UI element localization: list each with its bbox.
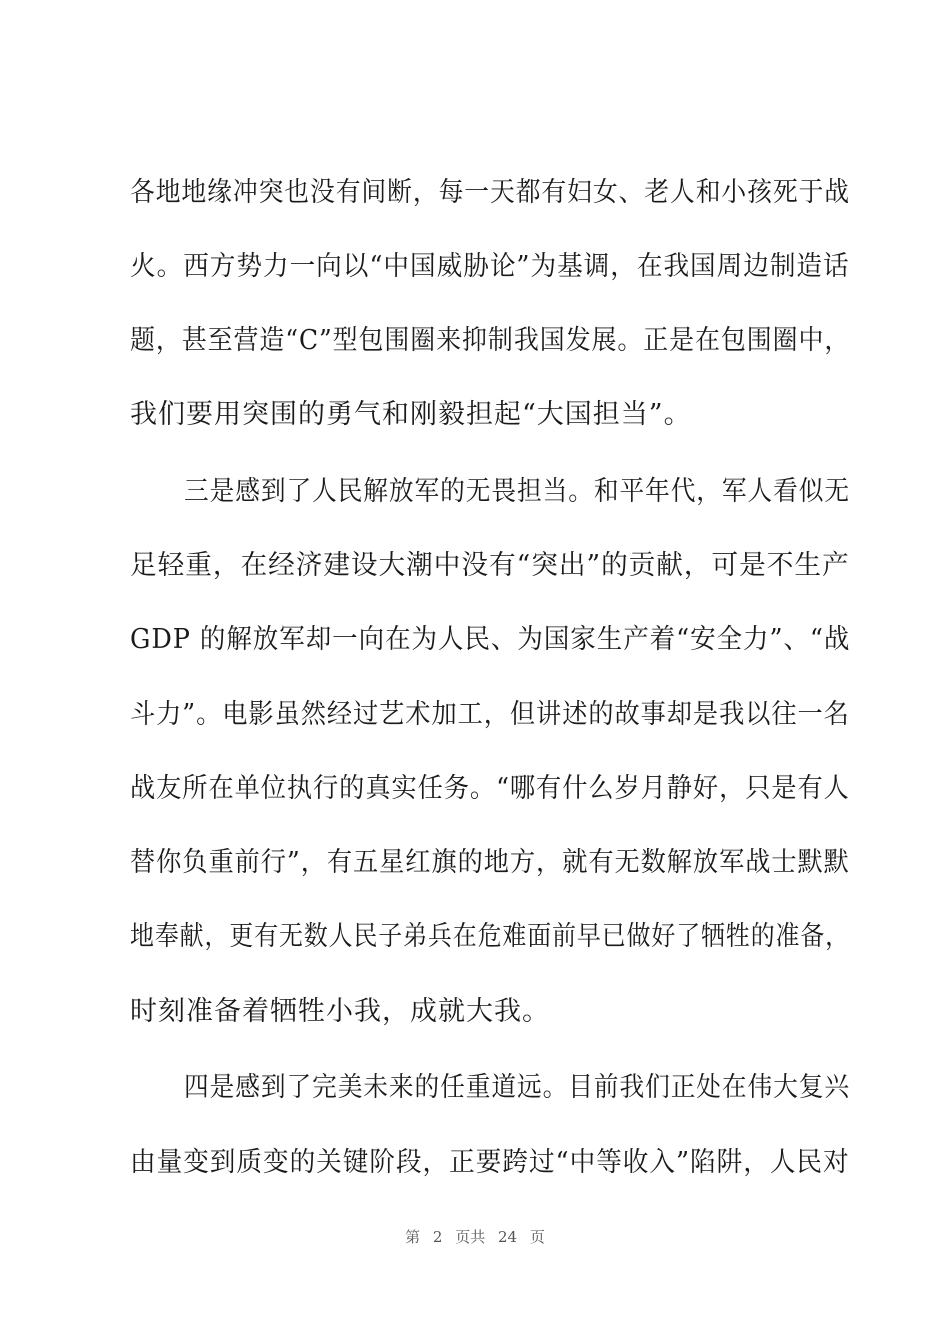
text-line-14: 由量变到质变的关键阶段，正要跨过“中等收入”陷阱，人民对 [130,1147,850,1178]
text-line-12: 时刻准备着牺牲小我，成就大我。 [130,996,550,1027]
text-line-13: 四是感到了完美未来的任重道远。目前我们正处在伟大复兴 [184,1072,850,1103]
text-line-11: 地奉献，更有无数人民子弟兵在危难面前早已做好了牺牲的准备， [130,921,850,952]
text-line-6: 足轻重，在经济建设大潮中没有“突出”的贡献，可是不生产 [130,550,850,581]
text-line-7: GDP 的解放军却一向在为人民、为国家生产着“安全力”、“战 [130,624,851,655]
text-line-1: 各地地缘冲突也没有间断，每一天都有妇女、老人和小孩死于战 [130,177,850,208]
text-line-3: 题，甚至营造“C”型包围圈来抑制我国发展。正是在包围圈中， [130,325,851,356]
text-line-10: 替你负重前行”，有五星红旗的地方，就有无数解放军战士默默 [130,847,850,878]
text-line-4: 我们要用突围的勇气和刚毅担起“大国担当”。 [130,399,692,430]
text-line-5: 三是感到了人民解放军的无畏担当。和平年代，军人看似无 [184,476,850,507]
text-line-8: 斗力”。电影虽然经过艺术加工，但讲述的故事却是我以往一名 [130,699,850,730]
text-line-2: 火。西方势力一向以“中国威胁论”为基调，在我国周边制造话 [130,251,850,282]
text-line-9: 战友所在单位执行的真实任务。“哪有什么岁月静好，只是有人 [130,773,850,804]
page-number-footer: 第 2 页共 24 页 [405,1228,545,1246]
